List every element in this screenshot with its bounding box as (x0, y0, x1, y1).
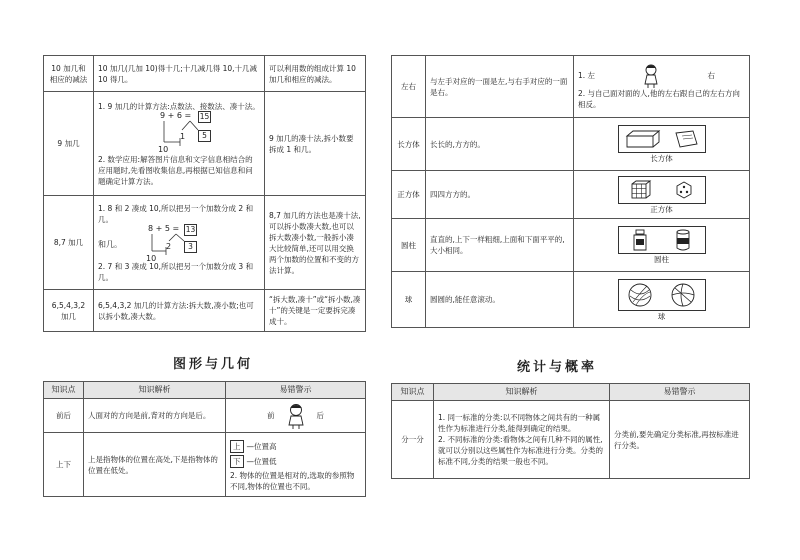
table-row (392, 56, 750, 118)
figure-cell (226, 399, 366, 433)
table-row (44, 92, 366, 196)
analysis-cell: 人面对的方向是前,背对的方向是后。 (84, 399, 226, 433)
box-icon (625, 129, 661, 149)
figure-cell (574, 219, 750, 272)
down-text: —位置低 (246, 456, 277, 466)
figure-label: 圆柱 (654, 255, 669, 264)
front-back-figure (230, 403, 361, 429)
child-figure-icon (285, 403, 307, 429)
table-row (392, 118, 750, 171)
fig-label-right: 右 (707, 71, 715, 80)
up-line (230, 440, 361, 453)
table-header-row (44, 382, 366, 399)
table-row (392, 401, 750, 479)
left-bottom-table (43, 381, 366, 497)
table-row (392, 171, 750, 219)
table-row (44, 399, 366, 433)
book-icon (673, 129, 699, 149)
header-analysis: 知识解析 (434, 384, 610, 401)
fig-label-back: 后 (316, 411, 324, 420)
topic-cell: 6,5,4,3,2 加几 (44, 290, 94, 332)
split-lines (98, 225, 268, 263)
cylinder-figure (618, 226, 706, 254)
analysis-text: 1. 同一标准的分类:以不同物体之间共有的一种属性作为标准进行分类,能得到确定的结果。 (438, 413, 601, 433)
analysis-cell: 长长的,方方的。 (426, 118, 574, 171)
right-top-table (391, 55, 750, 328)
table-row (44, 56, 366, 92)
calc-split-right-box: 5 (198, 130, 211, 142)
warning-cell: “拆大数,凑十”或“拆小数,凑十”的关键是一定要拆完凑成十。 (265, 290, 366, 332)
calc-expression: 9 + 6 = (160, 110, 192, 120)
header-warning: 易错警示 (610, 384, 750, 401)
dice-icon (674, 180, 694, 200)
table-row (392, 219, 750, 272)
table-row (44, 290, 366, 332)
fig-label-left: 1. 左 (578, 71, 596, 80)
figure-cell (574, 118, 750, 171)
header-topic: 知识点 (392, 384, 434, 401)
table-row (392, 272, 750, 328)
analysis-cell: 6,5,4,3,2 加几的计算方法:拆大数,凑小数;也可以拆小数,凑大数。 (94, 290, 265, 332)
calc-diagram (98, 225, 260, 261)
analysis-cell: 圆圆的,能任意滚动。 (426, 272, 574, 328)
calc-split-right-box: 3 (184, 241, 197, 253)
calc-result-box: 15 (199, 111, 210, 121)
warning-cell: 分类前,要先确定分类标准,再按标准进行分类。 (610, 401, 750, 479)
calc-result-box: 13 (185, 224, 196, 234)
calc-split-left: 1 (180, 131, 186, 141)
analysis-cell: 10 加几(几加 10)得十几;十几减几得 10,十几减 10 得几。 (94, 56, 265, 92)
topic-cell: 左右 (392, 56, 426, 118)
yarn-ball-icon (627, 282, 653, 308)
calc-diagram (98, 112, 260, 154)
down-line (230, 455, 361, 468)
topic-cell: 正方体 (392, 171, 426, 219)
can-icon (674, 229, 692, 251)
volleyball-icon (670, 282, 696, 308)
rubiks-cube-icon (630, 180, 652, 200)
analysis-cell: 直直的,上下一样粗细,上面和下面平平的,大小相同。 (426, 219, 574, 272)
up-box: 上 (230, 440, 244, 453)
figure-label: 球 (657, 311, 666, 321)
left-top-table (43, 55, 366, 332)
analysis-cell (94, 196, 265, 290)
topic-cell: 前后 (44, 399, 84, 433)
down-box: 下 (230, 455, 244, 468)
figure-label: 长方体 (650, 154, 673, 163)
fig-label-front: 前 (267, 411, 275, 420)
topic-cell: 8,7 加几 (44, 196, 94, 290)
header-topic: 知识点 (44, 382, 84, 399)
header-warning: 易错警示 (226, 382, 366, 399)
table-header-row (392, 384, 750, 401)
analysis-cell: 四四方方的。 (426, 171, 574, 219)
left-right-figure (578, 64, 745, 88)
analysis-text: 1. 9 加几的计算方法:点数法、接数法、凑十法。 (98, 101, 260, 111)
analysis-cell: 与左手对应的一面是左,与右手对应的一面是右。 (426, 56, 574, 118)
analysis-text: 1. 8 和 2 凑成 10,所以把另一个加数分成 2 和几。 (98, 203, 254, 224)
table-row (44, 196, 366, 290)
calc-expression: 8 + 5 = (148, 223, 180, 233)
analysis-text: 2. 7 和 3 凑成 10,所以把另一个加数分成 3 和几。 (98, 261, 254, 282)
right-bottom-table (391, 383, 750, 479)
figure-cell (226, 433, 366, 497)
cube-figure (618, 176, 706, 204)
figure-cell (574, 272, 750, 328)
note-text: 2. 物体的位置是相对的,选取的参照物不同,物体的位置也不同。 (230, 470, 355, 491)
topic-cell: 球 (392, 272, 426, 328)
sphere-figure (618, 279, 706, 311)
figure-cell (574, 171, 750, 219)
note-text: 2. 与自己面对面的人,他的左右跟自己的左右方向相反。 (578, 88, 740, 109)
calc-ten: 10 (146, 253, 157, 263)
analysis-cell (94, 92, 265, 196)
calc-label: 和几。 (98, 239, 122, 249)
analysis-text: 2. 不同标准的分类:看物体之间有几种不同的属性,就可以分别以这些属性作为标准进行分类。分类的标准不同,分类的结果一般也不同。 (438, 435, 603, 466)
topic-cell: 9 加几 (44, 92, 94, 196)
warning-cell: 9 加几的凑十法,拆小数要拆成 1 和几。 (265, 92, 366, 196)
child-figure-icon (641, 64, 661, 88)
topic-cell: 10 加几和相应的减法 (44, 56, 94, 92)
cuboid-figure (618, 125, 706, 153)
jar-icon (631, 229, 649, 251)
analysis-cell: 上是指物体的位置在高处,下是指物体的位置在低处。 (84, 433, 226, 497)
analysis-cell (434, 401, 610, 479)
topic-cell: 上下 (44, 433, 84, 497)
analysis-text: 2. 数学应用:解答图片信息和文字信息相结合的应用题时,先看图收集信息,再根据已知信息和问题确定计算方法。 (98, 154, 253, 186)
table-row (44, 433, 366, 497)
calc-split-left: 2 (166, 241, 172, 251)
figure-label: 正方体 (650, 204, 673, 214)
topic-cell: 圆柱 (392, 219, 426, 272)
section-title-geometry: 图形与几何 (173, 357, 254, 372)
warning-cell: 8,7 加几的方法也是凑十法,可以拆小数凑大数,也可以拆大数凑小数,一般拆小凑大比较简单,还可以用交换两个加数的位置和不变的方法计算。 (265, 196, 366, 290)
figure-cell (574, 56, 750, 118)
up-text: —位置高 (246, 441, 277, 451)
topic-cell: 长方体 (392, 118, 426, 171)
warning-cell: 可以利用数的组成计算 10 加几和相应的减法。 (265, 56, 366, 92)
topic-cell: 分一分 (392, 401, 434, 479)
section-title-statistics: 统计与概率 (517, 360, 598, 375)
calc-ten: 10 (158, 144, 169, 154)
header-analysis: 知识解析 (84, 382, 226, 399)
